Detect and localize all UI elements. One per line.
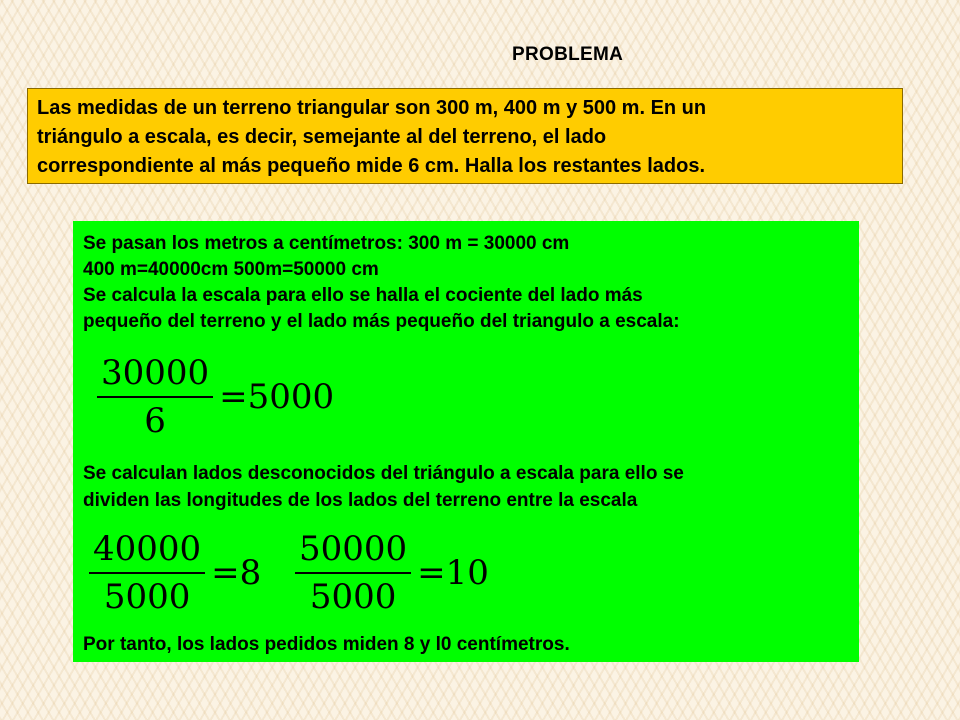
solution-line-1: Se pasan los metros a centímetros: 300 m = 30000 cm xyxy=(83,233,570,254)
solution-line-5: Se calculan lados desconocidos del triángulo a escala para ello se xyxy=(83,463,684,484)
solution-line-6: dividen las longitudes de los lados del terreno entre la escala xyxy=(83,490,638,511)
fraction-numerator: 50000 xyxy=(299,529,408,569)
fraction-denominator: 5000 xyxy=(309,577,397,617)
fraction-denominator: 5000 xyxy=(103,577,191,617)
fraction-bar xyxy=(295,572,411,574)
side-fraction-10 xyxy=(295,529,489,617)
fraction-result: =8 xyxy=(211,552,262,593)
problem-line-1: Las medidas de un terreno triangular son 300 m, 400 m y 500 m. En un xyxy=(37,97,707,119)
problem-box xyxy=(27,88,903,184)
scale-fraction xyxy=(97,353,334,441)
fraction-30000-over-6 xyxy=(97,353,213,441)
solution-line-4: pequeño del terreno y el lado más pequeño del triangulo a escala: xyxy=(83,311,680,332)
fraction-result: =5000 xyxy=(219,376,335,417)
solution-conclusion: Por tanto, los lados pedidos miden 8 y l0 centímetros. xyxy=(83,634,570,655)
fraction-numerator: 40000 xyxy=(93,529,202,569)
fraction-numerator: 30000 xyxy=(101,353,210,393)
fraction-40000-over-5000 xyxy=(89,529,205,617)
solution-line-3: Se calcula la escala para ello se halla el cociente del lado más xyxy=(83,285,643,306)
problem-line-2: triángulo a escala, es decir, semejante al del terreno, el lado xyxy=(37,126,607,148)
solution-line-2: 400 m=40000cm 500m=50000 cm xyxy=(83,259,379,280)
side-fraction-8 xyxy=(89,529,261,617)
fraction-bar xyxy=(97,396,213,398)
fraction-denominator: 6 xyxy=(144,401,166,441)
slide-title: PROBLEMA xyxy=(512,44,624,65)
fraction-50000-over-5000 xyxy=(295,529,411,617)
problem-line-3: correspondiente al más pequeño mide 6 cm. Halla los restantes lados. xyxy=(37,155,705,177)
fraction-result: =10 xyxy=(417,552,489,593)
solution-box xyxy=(73,221,859,662)
fraction-bar xyxy=(89,572,205,574)
